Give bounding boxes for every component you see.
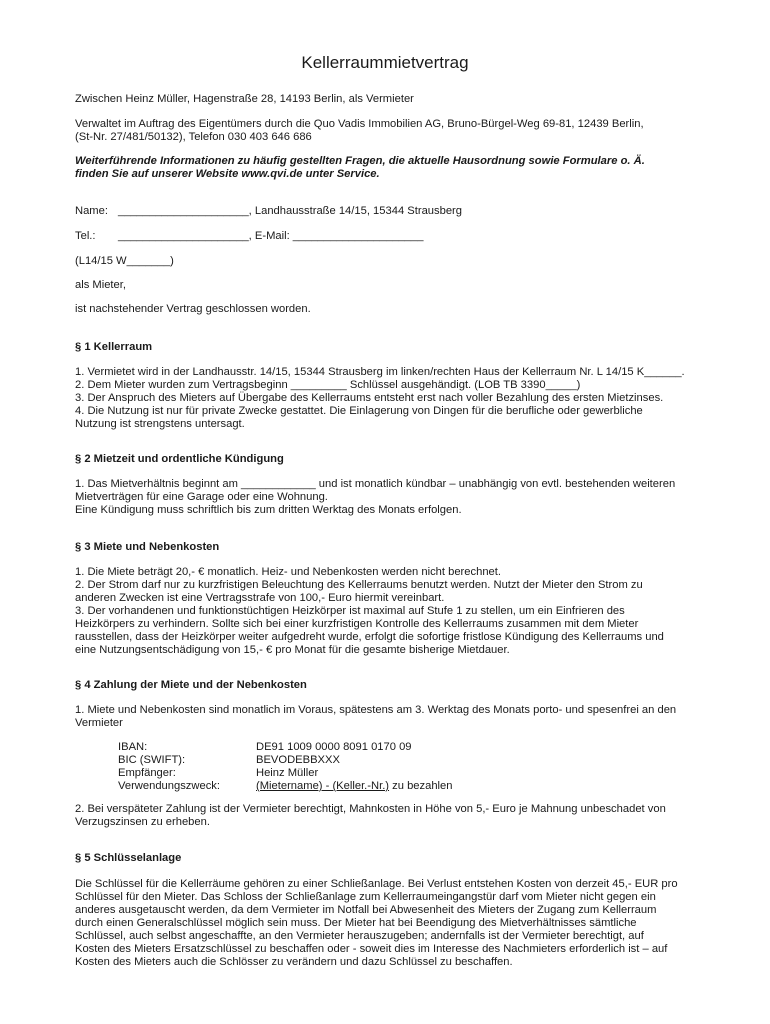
section-1-body bbox=[75, 366, 735, 431]
landlord-line: Zwischen Heinz Müller, Hagenstraße 28, 14193 Berlin, als Vermieter bbox=[75, 93, 414, 105]
section-5-line: durch einen Generalschlüssel möglich sein muss. Der Mieter hat bei Beendigung des Mietverhältnisses sämtliche bbox=[75, 917, 637, 929]
management-line-2: (St-Nr. 27/481/50132), Telefon 030 403 646 686 bbox=[75, 131, 312, 143]
tenant-tel-label: Tel.: bbox=[75, 230, 96, 242]
recipient-label: Empfänger: bbox=[118, 767, 176, 779]
section-4-late-payment bbox=[75, 803, 735, 829]
section-2-heading: § 2 Mietzeit und ordentliche Kündigung bbox=[75, 453, 284, 465]
section-3-line: anderen Zwecken ist eine Vertragsstrafe von 100,- Euro hiermit vereinbart. bbox=[75, 592, 445, 604]
tenant-tel-email-field: _____________________, E-Mail: _____________________ bbox=[118, 230, 424, 242]
tenant-name-field: _____________________, Landhausstraße 14/15, 15344 Strausberg bbox=[118, 205, 462, 217]
section-2-line: Eine Kündigung muss schriftlich bis zum dritten Werktag des Monats erfolgen. bbox=[75, 504, 462, 516]
section-4-intro bbox=[75, 704, 735, 730]
section-1-line: 3. Der Anspruch des Mieters auf Übergabe des Kellerraums entsteht erst nach voller Bezahlung des ersten Mietzinses. bbox=[75, 392, 664, 404]
management-paragraph bbox=[75, 118, 735, 144]
section-3-line: 1. Die Miete beträgt 20,- € monatlich. Heiz- und Nebenkosten werden nicht berechnet. bbox=[75, 566, 501, 578]
section-1-line: 2. Dem Mieter wurden zum Vertragsbeginn _________ Schlüssel ausgehändigt. (LOB TB 3390_____) bbox=[75, 379, 581, 391]
section-5-line: Die Schlüssel für die Kellerräume gehören zu einer Schließanlage. Bei Verlust entstehen Kosten von derzeit 45,- EUR pro bbox=[75, 878, 678, 890]
purpose-value bbox=[256, 780, 452, 793]
section-5-body bbox=[75, 878, 735, 969]
bic-value: BEVODEBBXXX bbox=[256, 754, 340, 766]
recipient-value: Heinz Müller bbox=[256, 767, 319, 779]
section-5-line: Schlüssel, auch selbst angeschaffte, an den Vermieter herauszugeben; andernfalls ist der Vermieter berechtigt, auf bbox=[75, 930, 644, 942]
management-line-1: Verwaltet im Auftrag des Eigentümers durch die Quo Vadis Immobilien AG, Bruno-Bürgel-Weg 69-81, 12439 Berlin, bbox=[75, 118, 644, 130]
section-3-line: 3. Der vorhandenen und funktionstüchtigen Heizkörper ist maximal auf Stufe 1 zu stellen, um ein Einfrieren des bbox=[75, 605, 625, 617]
section-2-body bbox=[75, 478, 735, 517]
website-info-line-1: Weiterführende Informationen zu häufig gestellten Fragen, die aktuelle Hausordnung sowie Formulare o. Ä. bbox=[75, 155, 645, 167]
section-1-line: 4. Die Nutzung ist nur für private Zwecke gestattet. Die Einlagerung von Dingen für die berufliche oder gewerbliche bbox=[75, 405, 643, 417]
section-4-line: 2. Bei verspäteter Zahlung ist der Vermieter berechtigt, Mahnkosten in Höhe von 5,- Euro je Mahnung unbeschadet von bbox=[75, 803, 666, 815]
section-3-line: 2. Der Strom darf nur zu kurzfristigen Beleuchtung des Kellerraums benutzt werden. Nutzt der Mieter den Strom zu bbox=[75, 579, 643, 591]
section-5-line: Kosten des Mieters auch die Schlösser zu verändern und dazu Schlüssel zu beschaffen. bbox=[75, 956, 513, 968]
section-3-heading: § 3 Miete und Nebenkosten bbox=[75, 541, 220, 553]
section-1-line: 1. Vermietet wird in der Landhausstr. 14/15, 15344 Strausberg im linken/rechten Haus der Kellerraum Nr. L 14/15 K______. bbox=[75, 366, 685, 378]
section-3-line: rausstellen, dass der Heizkörper weiter aufgedreht wurde, erfolgt die sofortige fristlose Kündigung des Kellerraums und bbox=[75, 631, 664, 643]
section-2-line: Mietverträgen für eine Garage oder eine Wohnung. bbox=[75, 491, 328, 503]
section-5-line: anderes ausgetauscht werden, da dem Vermieter im Notfall bei Abwesenheit des Mieters der Zugang zum Kellerraum bbox=[75, 904, 657, 916]
iban-value: DE91 1009 0000 8091 0170 09 bbox=[256, 741, 412, 753]
section-4-line: Verzugszinsen zu erheben. bbox=[75, 816, 210, 828]
section-1-line: Nutzung ist strengstens untersagt. bbox=[75, 418, 245, 430]
page-title: Kellerraummietvertrag bbox=[301, 53, 469, 72]
bic-label: BIC (SWIFT): bbox=[118, 754, 186, 766]
section-5-line: Kosten des Mieters Ersatzschlüssel zu beschaffen oder - soweit dies im Interesse des Nachmieters erforderlich ist – auf bbox=[75, 943, 668, 955]
section-3-body bbox=[75, 566, 735, 657]
section-4-line: Vermieter bbox=[75, 717, 123, 729]
section-5-line: Schlüssel für den Mieter. Das Schloss der Schließanlage zum Kellerraumeingangstür darf vom Mieter nicht gegen ein bbox=[75, 891, 656, 903]
tenant-name-label: Name: bbox=[75, 205, 108, 217]
purpose-label: Verwendungszweck: bbox=[118, 780, 220, 792]
section-2-line: 1. Das Mietverhältnis beginnt am ____________ und ist monatlich kündbar – unabhängig von evtl. bestehenden weiteren bbox=[75, 478, 676, 490]
as-tenant: als Mieter, bbox=[75, 279, 126, 291]
contract-concluded: ist nachstehender Vertrag geschlossen worden. bbox=[75, 303, 311, 315]
section-4-line: 1. Miete und Nebenkosten sind monatlich im Voraus, spätestens am 3. Werktag des Monats porto- und spesenfrei an den bbox=[75, 704, 677, 716]
website-info-line-2: finden Sie auf unserer Website www.qvi.de unter Service. bbox=[75, 168, 380, 180]
purpose-reference: (Mietername) - (Keller.-Nr.) bbox=[256, 780, 390, 792]
unit-number: (L14/15 W_______) bbox=[75, 255, 174, 267]
section-5-heading: § 5 Schlüsselanlage bbox=[75, 852, 182, 864]
section-3-line: eine Nutzungsentschädigung von 15,- € pro Monat für die gesamte bisherige Mietdauer. bbox=[75, 644, 510, 656]
section-1-heading: § 1 Kellerraum bbox=[75, 341, 153, 353]
purpose-suffix: zu bezahlen bbox=[389, 780, 453, 792]
section-3-line: Heizkörpers zu verhindern. Sollte sich bei einer kurzfristigen Kontrolle des Kellerraums zusammen mit dem Mieter bbox=[75, 618, 639, 630]
website-info bbox=[75, 155, 735, 181]
section-4-heading: § 4 Zahlung der Miete und der Nebenkosten bbox=[75, 679, 307, 691]
iban-label: IBAN: bbox=[118, 741, 148, 753]
